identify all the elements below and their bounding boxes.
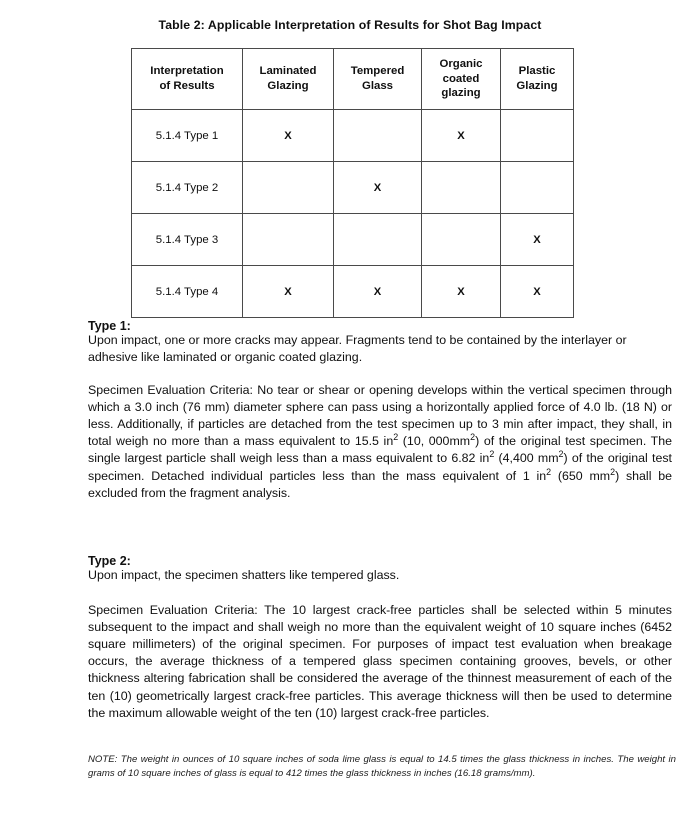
- row-label-type-4: 5.1.4 Type 4: [132, 266, 243, 318]
- cell-type1-organic: X: [422, 110, 501, 162]
- type2-heading: Type 2:: [88, 554, 131, 568]
- type1-criteria-sup6: 2: [610, 466, 616, 477]
- column-header-laminated-line2: Glazing: [267, 80, 309, 92]
- type1-criteria-seg5: ) of the original test specimen. Detached individual particles less than the mass equivalent of 1 in: [88, 451, 672, 483]
- cell-type1-tempered: [334, 110, 422, 162]
- type1-criteria-sup4: 2: [558, 449, 564, 460]
- table-row: [132, 110, 574, 162]
- row-label-type-1: 5.1.4 Type 1: [132, 110, 243, 162]
- table-header: [132, 49, 574, 110]
- column-header-organic-line3: glazing: [441, 87, 481, 100]
- type1-criteria-seg7: ) shall be excluded from the fragment analysis.: [88, 468, 672, 500]
- column-header-tempered-line1: Tempered: [350, 65, 405, 78]
- column-header-organic-line1: Organic: [439, 58, 483, 71]
- column-header-interpretation-line2: of Results: [159, 80, 215, 92]
- column-header-plastic-glazing: [501, 49, 574, 110]
- cell-type4-tempered: X: [334, 266, 422, 318]
- column-header-plastic-line2: Glazing: [516, 80, 558, 92]
- column-header-laminated-line1: Laminated: [259, 65, 317, 78]
- cell-type1-plastic: [501, 110, 574, 162]
- cell-type3-laminated: [243, 214, 334, 266]
- type2-criteria: Specimen Evaluation Criteria: The 10 largest crack-free particles shall be selected within 5 minutes subsequent to the impact and shall weigh no more than the equivalent weight of 10 square inches (6452 square millimeters) of the original specimen. For purposes of impact test evaluation when breakage occurs, the average thickness of a tempered glass specimen containing grooves, bevels, or other thickness altering fabrication shall be considered the average of the thinnest measurement of each of the ten (10) geometrically largest crack-free particles. This average thickness will then be used to determine the maximum allowable weight of the ten (10) largest crack-free particles.: [88, 603, 672, 720]
- type1-criteria-sup1: 2: [393, 432, 399, 443]
- table-row: [132, 214, 574, 266]
- results-interpretation-table: [131, 48, 574, 318]
- row-label-type-2: 5.1.4 Type 2: [132, 162, 243, 214]
- type2-description: Upon impact, the specimen shatters like tempered glass.: [88, 568, 400, 582]
- type1-criteria-seg3: ) of the original test specimen. The single largest particle shall weigh less than a mass equivalent to 6.82 in: [88, 434, 673, 466]
- cell-type2-plastic: [501, 162, 574, 214]
- cell-type4-organic: X: [422, 266, 501, 318]
- column-header-tempered-glass: [334, 49, 422, 110]
- type1-criteria-seg2: (10, 000mm: [398, 434, 471, 449]
- page-title: Table 2: Applicable Interpretation of Results for Shot Bag Impact: [158, 18, 542, 32]
- cell-type1-laminated: X: [243, 110, 334, 162]
- table-header-row: [132, 49, 574, 110]
- column-header-interpretation: [132, 49, 243, 110]
- column-header-tempered-line2: Glass: [361, 80, 394, 92]
- type1-criteria-seg6: (650 mm: [551, 468, 611, 483]
- row-label-type-3: 5.1.4 Type 3: [132, 214, 243, 266]
- table-body: [132, 110, 574, 318]
- note-text: NOTE: The weight in ounces of 10 square inches of soda lime glass is equal to 14.5 times the glass thickness in inches. The weight in grams of 10 square inches of glass is equal to 412 times the glass thickness in inches (16.18 grams/mm).: [88, 754, 676, 779]
- column-header-organic-line2: coated: [442, 72, 480, 85]
- table-row: [132, 162, 574, 214]
- type1-criteria-seg1: Specimen Evaluation Criteria: No tear or shear or opening develops within the vertical specimen through which a 3.0 inch (76 mm) diameter sphere can pass using a horizontally applied force of 4.0 lb. (18 N) or less. Additionally, if particles are detached from the test specimen up to 3 min after impact, they shall, in total weigh no more than a mass equivalent to 15.5 in: [88, 383, 672, 449]
- cell-type3-plastic: X: [501, 214, 574, 266]
- type1-description: Upon impact, one or more cracks may appear. Fragments tend to be contained by the interlayer or adhesive like laminated or organic coated glazing.: [88, 333, 627, 365]
- column-header-interpretation-line1: Interpretation: [150, 65, 224, 78]
- type1-criteria-sup5: 2: [546, 466, 552, 477]
- type1-criteria: [88, 382, 672, 502]
- cell-type4-laminated: X: [243, 266, 334, 318]
- cell-type2-tempered: X: [334, 162, 422, 214]
- column-header-plastic-line1: Plastic: [518, 65, 556, 78]
- type1-criteria-seg4: (4,400 mm: [494, 451, 559, 466]
- cell-type3-organic: [422, 214, 501, 266]
- cell-type2-organic: [422, 162, 501, 214]
- type1-criteria-sup3: 2: [489, 449, 495, 460]
- column-header-organic-coated-glazing: [422, 49, 501, 110]
- table-row: [132, 266, 574, 318]
- cell-type3-tempered: [334, 214, 422, 266]
- type1-criteria-sup2: 2: [470, 432, 476, 443]
- column-header-laminated-glazing: [243, 49, 334, 110]
- cell-type4-plastic: X: [501, 266, 574, 318]
- cell-type2-laminated: [243, 162, 334, 214]
- type1-heading: Type 1:: [88, 319, 131, 333]
